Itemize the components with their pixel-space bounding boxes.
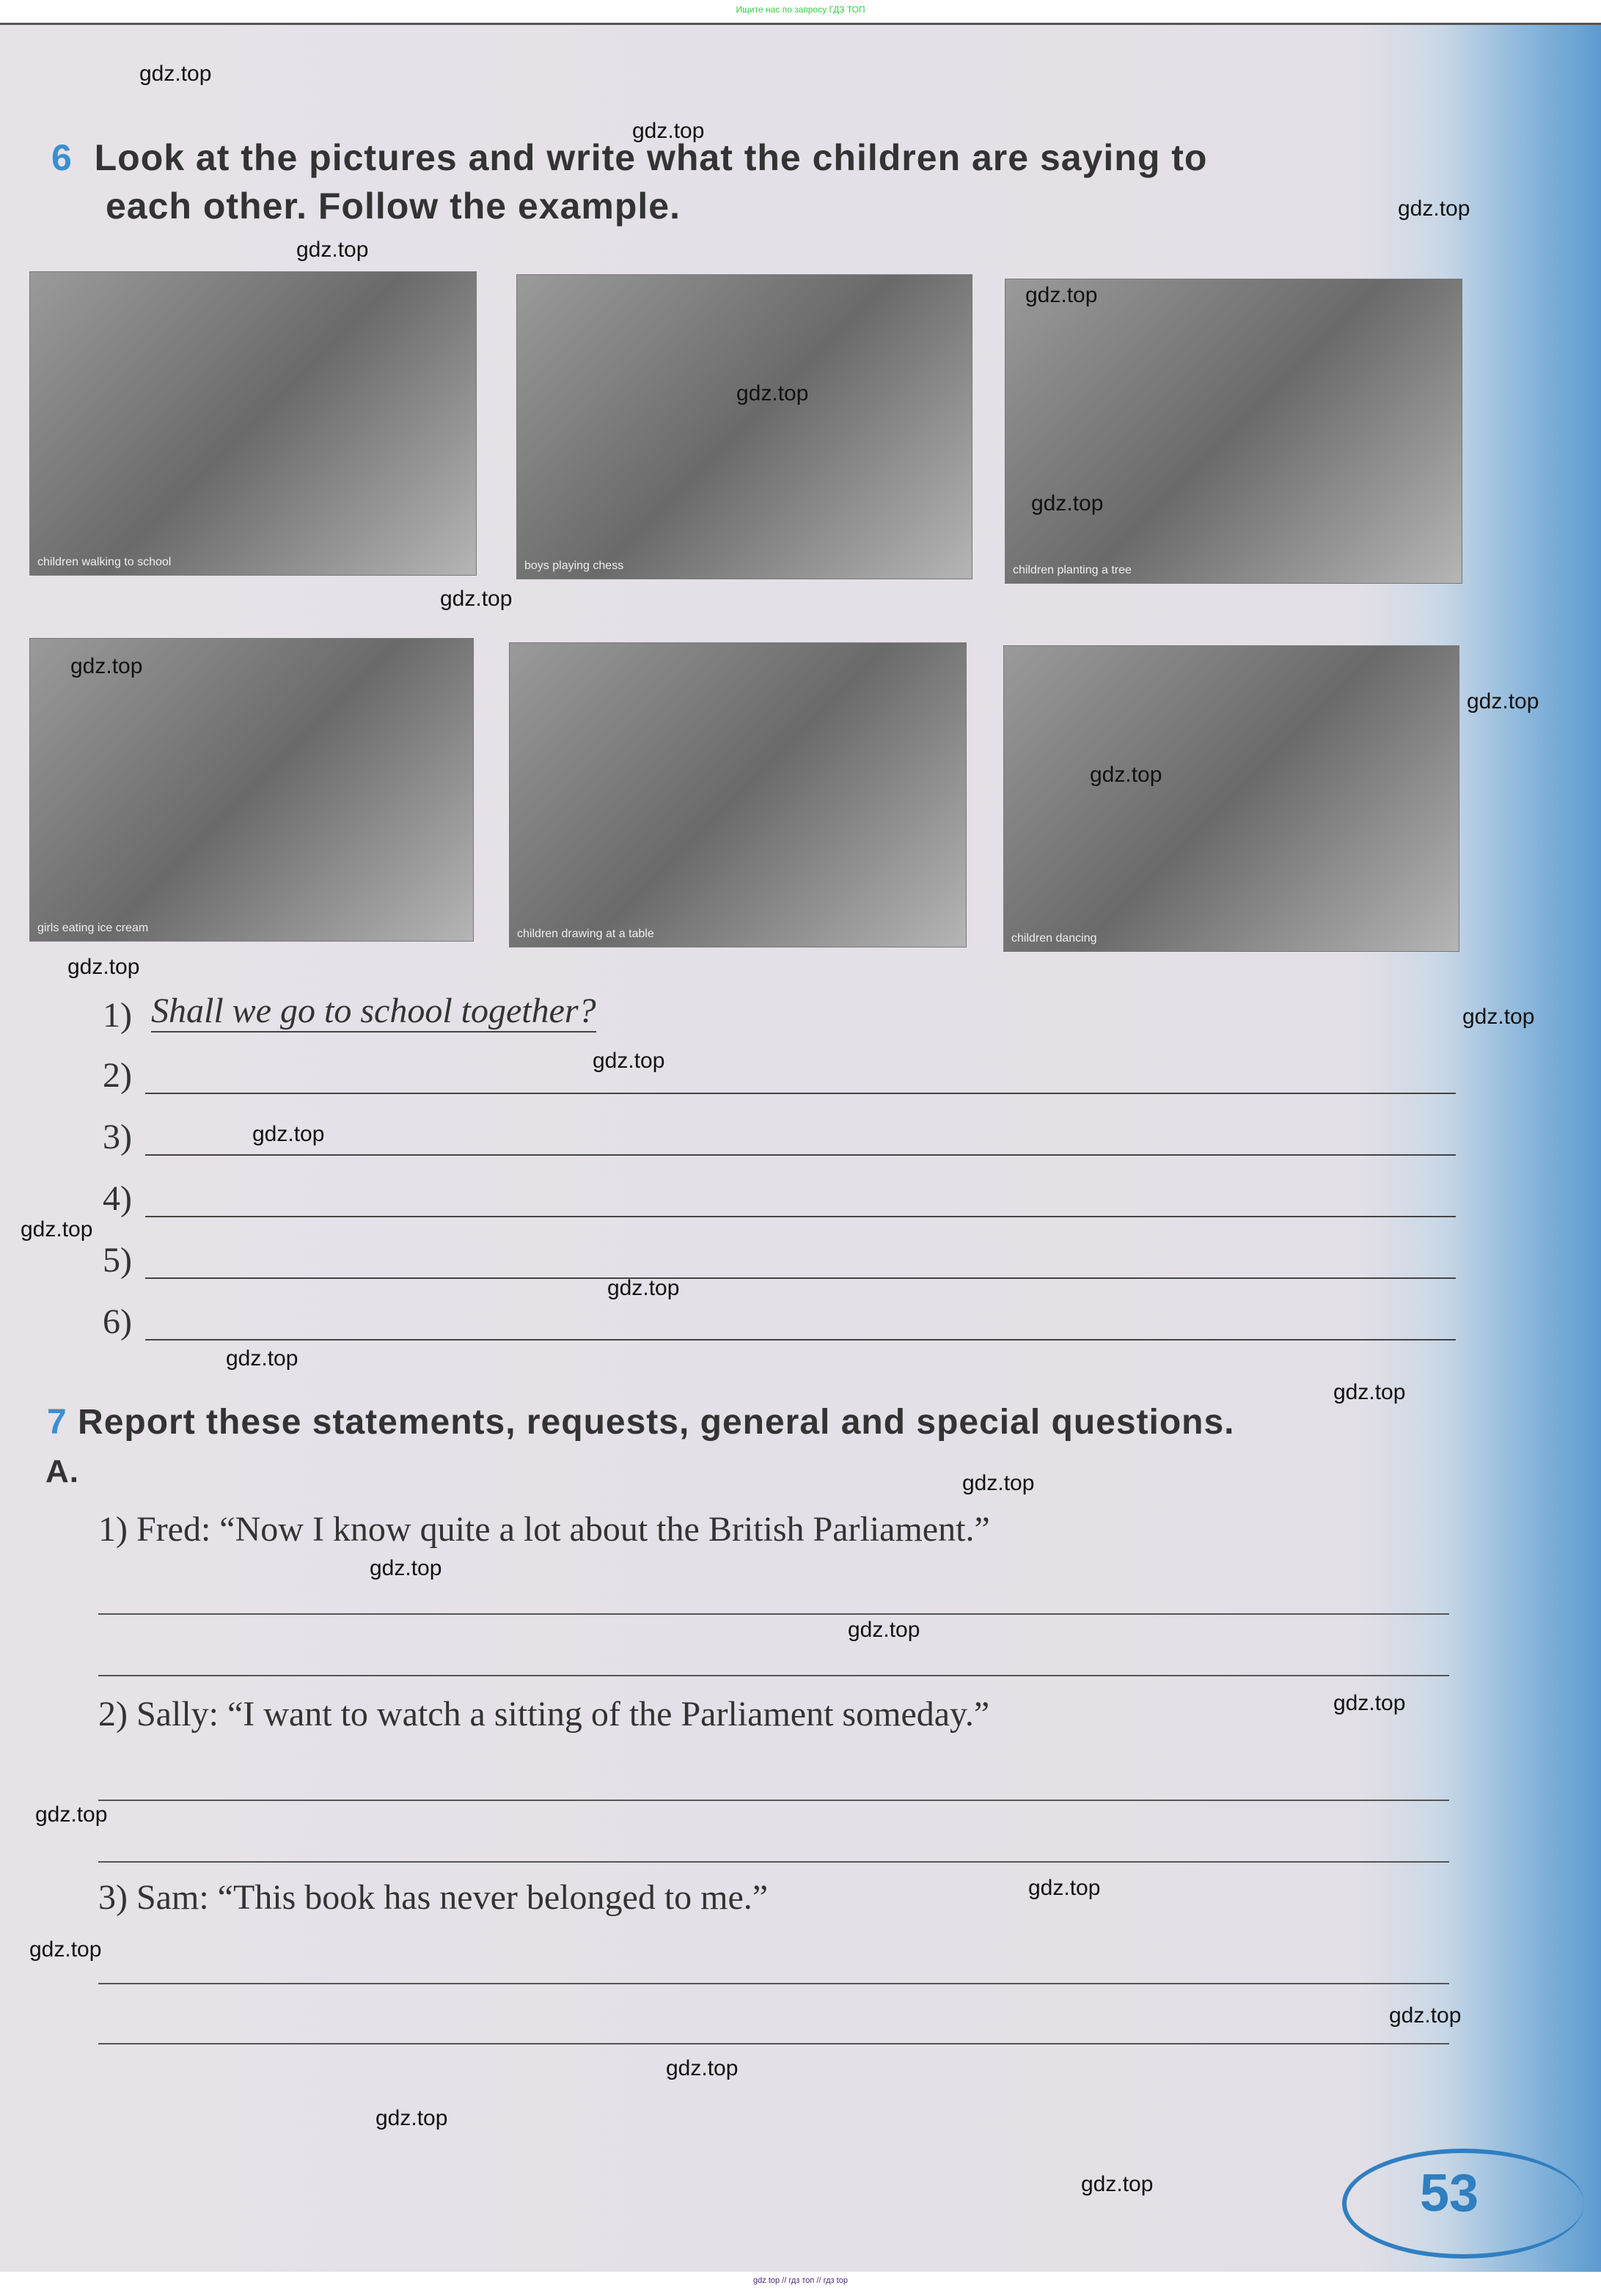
- write-line[interactable]: [98, 2043, 1449, 2044]
- page-number: 53: [1420, 2164, 1479, 2223]
- write-line[interactable]: [98, 1800, 1449, 1801]
- watermark: gdz.top: [1389, 2003, 1462, 2028]
- photo-3: children planting a tree: [1005, 279, 1462, 584]
- watermark: gdz.top: [666, 2056, 739, 2080]
- watermark: gdz.top: [632, 119, 705, 143]
- answer-line-4[interactable]: 4): [103, 1179, 1456, 1223]
- watermark: gdz.top: [375, 2106, 448, 2130]
- watermark: gdz.top: [1028, 1876, 1101, 1900]
- watermark: gdz.top: [35, 1802, 108, 1827]
- photo-1: children walking to school: [29, 271, 477, 576]
- photo-2: boys playing chess: [516, 274, 972, 579]
- watermark: gdz.top: [226, 1346, 298, 1371]
- answer-line-5[interactable]: 5): [103, 1241, 1456, 1285]
- top-banner: [0, 0, 1601, 25]
- watermark: gdz.top: [1333, 1380, 1406, 1404]
- write-line[interactable]: [98, 1675, 1449, 1676]
- write-line[interactable]: [98, 1861, 1449, 1863]
- watermark: gdz.top: [593, 1049, 665, 1073]
- answer-line-3[interactable]: 3): [103, 1118, 1456, 1162]
- watermark: gdz.top: [21, 1217, 93, 1241]
- watermark: gdz.top: [1025, 283, 1098, 307]
- watermark: gdz.top: [1031, 491, 1104, 516]
- watermark: gdz.top: [1090, 763, 1162, 787]
- watermark: gdz.top: [1462, 1005, 1535, 1029]
- watermark: gdz.top: [67, 955, 140, 979]
- watermark: gdz.top: [296, 238, 369, 262]
- photo-4: girls eating ice cream: [29, 638, 474, 942]
- watermark: gdz.top: [440, 587, 513, 611]
- answer-line-2[interactable]: 2): [103, 1056, 1456, 1100]
- photo-6: children dancing: [1003, 645, 1459, 952]
- statement-2: 2) Sally: “I want to watch a sitting of the Parliament someday.”: [98, 1695, 990, 1734]
- statement-3: 3) Sam: “This book has never belonged to me.”: [98, 1878, 769, 1917]
- exercise-7-title: 7 Report these statements, requests, general and special questions.: [47, 1403, 1235, 1442]
- exercise-6-title: 6 Look at the pictures and write what the children are saying to: [51, 137, 1208, 178]
- section-a: A.: [45, 1453, 79, 1489]
- watermark: gdz.top: [607, 1276, 680, 1300]
- watermark: gdz.top: [736, 381, 809, 406]
- watermark: gdz.top: [29, 1937, 102, 1962]
- watermark: gdz.top: [139, 62, 212, 86]
- exercise-6-title-line2: each other. Follow the example.: [106, 186, 681, 227]
- footer-text: gdz top // гдз топ // гдз top: [0, 2273, 1601, 2296]
- photo-5: children drawing at a table: [509, 642, 967, 947]
- watermark: gdz.top: [1081, 2172, 1154, 2196]
- watermark: gdz.top: [1398, 197, 1470, 221]
- write-line[interactable]: [98, 1613, 1449, 1615]
- answer-line-6[interactable]: 6): [103, 1302, 1456, 1346]
- watermark: gdz.top: [70, 654, 143, 678]
- watermark: gdz.top: [1467, 689, 1539, 714]
- watermark: gdz.top: [370, 1556, 442, 1580]
- watermark: gdz.top: [962, 1471, 1035, 1495]
- write-line[interactable]: [98, 1983, 1449, 1984]
- watermark: gdz.top: [848, 1618, 920, 1642]
- statement-1: 1) Fred: “Now I know quite a lot about the British Parliament.”: [98, 1510, 990, 1549]
- answer-line-1: 1) Shall we go to school together?: [103, 991, 596, 1035]
- banner-text: Ищите нас по запросу ГДЗ ТОП: [736, 4, 865, 15]
- watermark: gdz.top: [1333, 1691, 1406, 1715]
- watermark: gdz.top: [252, 1122, 325, 1146]
